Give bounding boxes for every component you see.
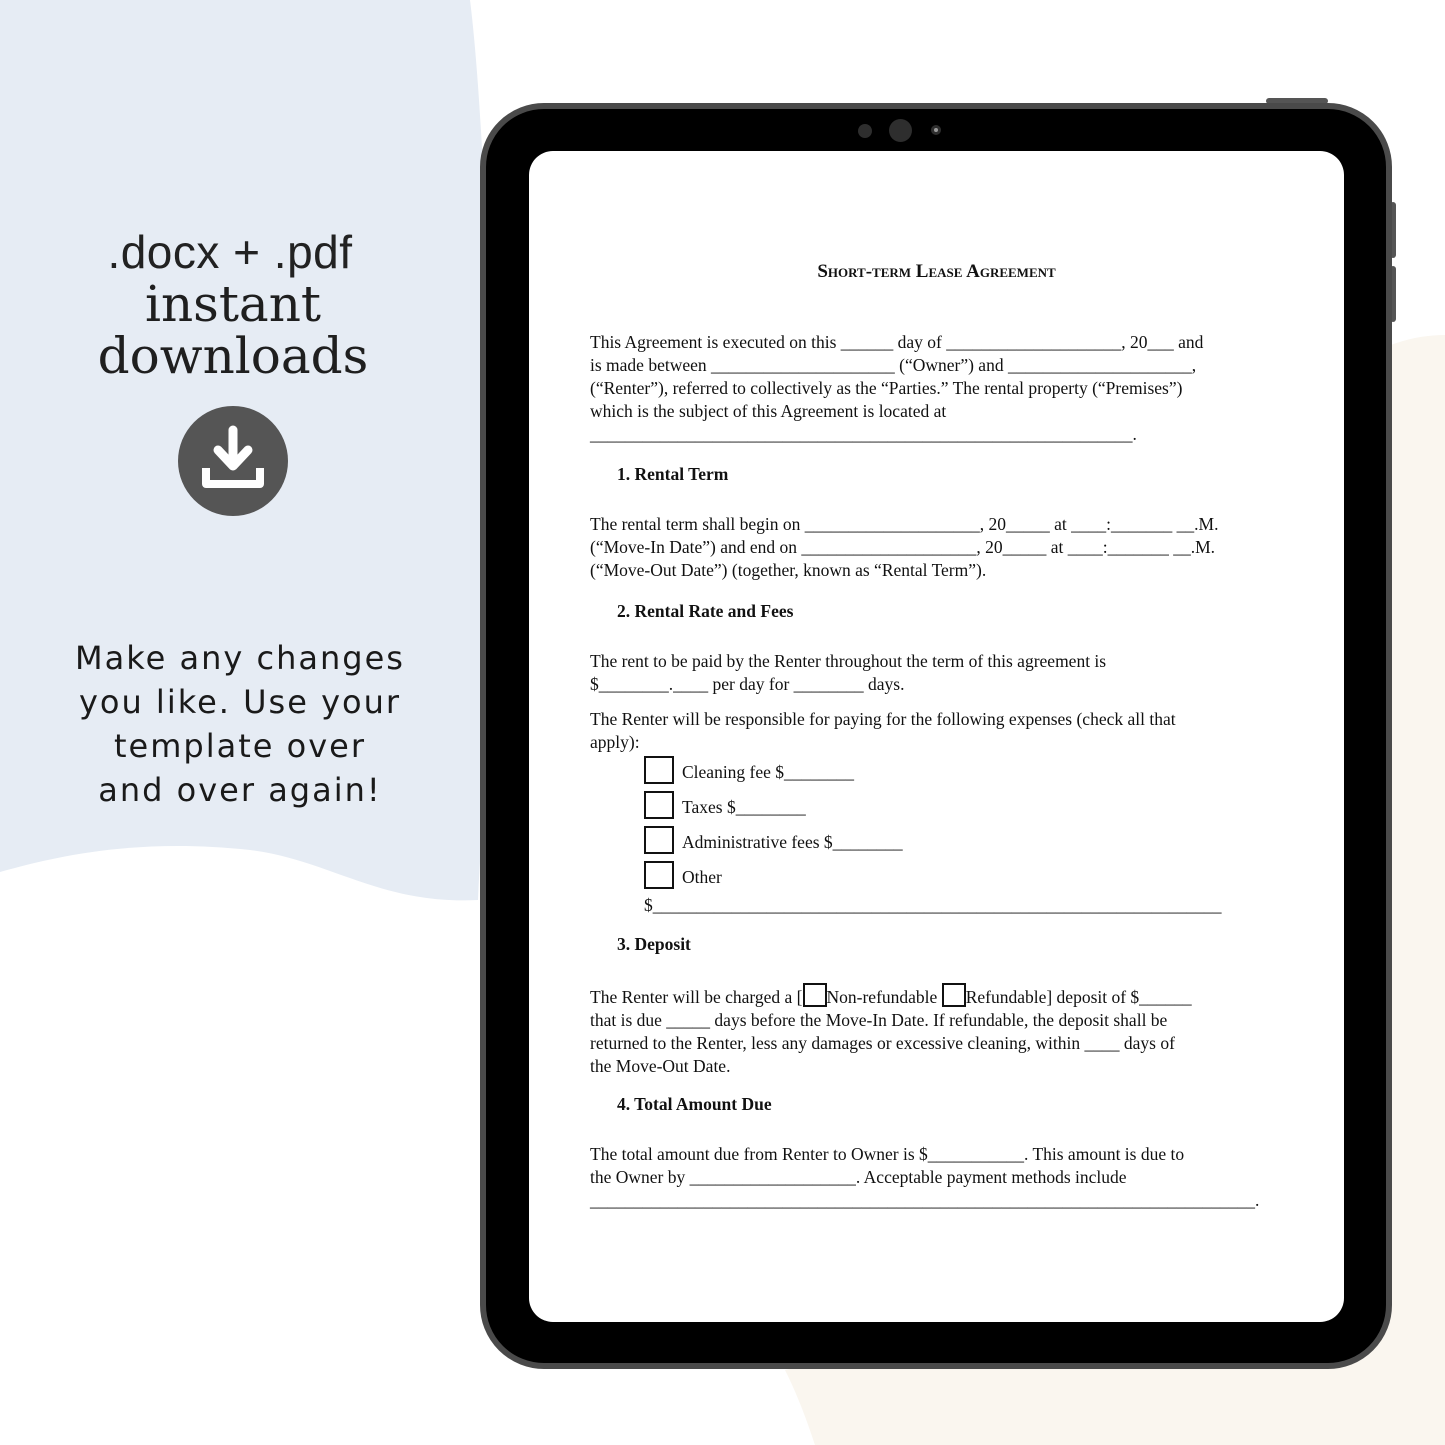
promo-panel <box>0 0 470 900</box>
intro-line: ______________________________________________________________. <box>590 424 1137 444</box>
rental-rate-paragraph <box>590 650 1280 696</box>
total-due-paragraph <box>590 1143 1280 1212</box>
promo-body-line-3: template over <box>114 727 366 765</box>
expense-option-other[interactable] <box>644 861 722 895</box>
rental-term-line: (“Move-Out Date”) (together, known as “Rental Term”). <box>590 560 987 580</box>
checkbox[interactable] <box>644 756 674 784</box>
deposit-paragraph <box>590 983 1280 1078</box>
expenses-paragraph <box>590 708 1280 754</box>
expense-option-admin-fees[interactable] <box>644 826 903 860</box>
tablet-screen <box>529 151 1344 1322</box>
checkbox[interactable] <box>644 826 674 854</box>
expense-label: Cleaning fee $________ <box>682 762 855 782</box>
rental-rate-line: The rent to be paid by the Renter throughout the term of this agreement is <box>590 651 1107 671</box>
refundable-label: Refundable] deposit of $______ <box>965 987 1192 1007</box>
promo-body-text <box>20 636 460 812</box>
expenses-line: The Renter will be responsible for paying for the following expenses (check all that <box>590 709 1176 729</box>
rental-term-paragraph <box>590 513 1280 582</box>
intro-line: which is the subject of this Agreement is located at <box>590 401 947 421</box>
total-due-line: the Owner by ___________________. Acceptable payment methods include <box>590 1167 1127 1187</box>
tablet-sensor-icon <box>858 124 872 138</box>
promo-body-line-1: Make any changes <box>75 639 405 677</box>
intro-line: This Agreement is executed on this ______ day of ____________________, 20___ and <box>590 332 1204 352</box>
headline-line-1: instant <box>144 275 322 333</box>
tablet-camera-icon <box>889 119 912 142</box>
document-title: Short-term Lease Agreement <box>817 261 1056 282</box>
download-button[interactable] <box>178 406 288 516</box>
refundable-checkbox[interactable] <box>942 983 966 1007</box>
non-refundable-label: Non-refundable <box>826 987 942 1007</box>
expense-option-taxes[interactable] <box>644 791 806 825</box>
deposit-line-1 <box>590 983 1280 1009</box>
section-heading-rental-term: 1. Rental Term <box>617 464 729 484</box>
intro-line: is made between _____________________ (“Owner”) and _____________________, <box>590 355 1197 375</box>
deposit-line: that is due _____ days before the Move-In Date. If refundable, the deposit shall be <box>590 1010 1168 1030</box>
other-amount-text: $_________________________________________________________________ <box>644 895 1222 915</box>
intro-line: (“Renter”), referred to collectively as the “Parties.” The rental property (“Premises”) <box>590 378 1183 398</box>
expenses-line: apply): <box>590 732 640 752</box>
section-heading-deposit: 3. Deposit <box>617 934 691 954</box>
tablet-light-sensor-icon <box>931 125 941 135</box>
expense-label: Other <box>682 867 722 887</box>
headline <box>0 275 466 385</box>
deposit-line: returned to the Renter, less any damages or excessive cleaning, within ____ days of <box>590 1033 1175 1053</box>
download-icon <box>178 406 288 516</box>
non-refundable-checkbox[interactable] <box>803 983 827 1007</box>
expense-option-cleaning[interactable] <box>644 756 854 790</box>
deposit-line: the Move-Out Date. <box>590 1056 731 1076</box>
promo-body-line-4: and over again! <box>98 771 382 809</box>
checkbox[interactable] <box>644 861 674 889</box>
total-due-line: ____________________________________________________________________________. <box>590 1190 1260 1210</box>
deposit-prefix: The Renter will be charged a [ <box>590 987 803 1007</box>
rental-rate-line: $________.____ per day for ________ days. <box>590 674 905 694</box>
rental-term-line: (“Move-In Date”) and end on ____________________, 20_____ at ____:_______ __.M. <box>590 537 1216 557</box>
promo-body-line-2: you like. Use your <box>78 683 402 721</box>
total-due-line: The total amount due from Renter to Owner is $___________. This amount is due to <box>590 1144 1185 1164</box>
section-heading-total-due: 4. Total Amount Due <box>617 1094 772 1114</box>
expense-label: Administrative fees $________ <box>682 832 903 852</box>
file-formats-label: .docx + .pdf <box>107 226 353 278</box>
rental-term-line: The rental term shall begin on ____________________, 20_____ at ____:_______ __.M. <box>590 514 1219 534</box>
intro-paragraph <box>590 331 1280 446</box>
checkbox[interactable] <box>644 791 674 819</box>
section-heading-rental-rate: 2. Rental Rate and Fees <box>617 601 794 621</box>
headline-line-2: downloads <box>97 327 369 385</box>
other-amount-line <box>644 894 1274 917</box>
expense-label: Taxes $________ <box>682 797 806 817</box>
